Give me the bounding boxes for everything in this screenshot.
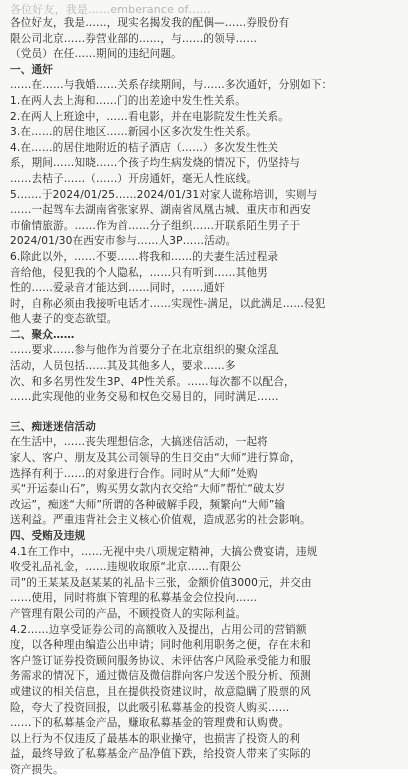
intro-line: 各位好友，我是……，现实名揭发我的配偶—……券股份有 — [10, 17, 290, 29]
intro — [10, 16, 402, 63]
paragraph-4-line: 务需求的情况下，通过微信及微信群向客户发送个股分析、预测 — [10, 670, 311, 683]
intro-line: 限公司北京……券营业部的……，与……的领导…… — [10, 32, 258, 45]
paragraph-3-line: 选择有利于……的对象进行合作。同时从“大师”处购 — [10, 467, 258, 480]
paragraph-1-line: 市偷情旅游。……作为首……分子组织……开联系陌生男子于 — [10, 219, 301, 232]
paragraph-4-line: 或建议的相关信息，且在提供投资建议时，故意隐瞒了股票的风 — [10, 685, 311, 698]
top-caption: 各位好友，我是……emberance of…… — [10, 3, 211, 16]
paragraph-1-line: ……去桔子……（……）开房通奸，毫无人性底线。 — [10, 172, 258, 185]
paragraph-3-line: 买“开运泰山石”，购买男女款内衣交给“大师”帮忙“破太岁 — [10, 483, 286, 496]
paragraph-3-line: 改运”，痴迷“大师”所谓的各种破解手段，频繁向“大师”输 — [10, 498, 286, 511]
paragraph-4-line: ……使用，同时将旗下管理的私募基金会位投向…… — [10, 592, 258, 605]
paragraph-1-line: 4.在……的居住地附近的桔子酒店（……）多次发生性关 — [10, 141, 279, 154]
paragraph-4-line: 4.1在工作中，……无视中央八项规定精神，大搞公费宴请，违规 — [10, 545, 318, 558]
paragraph-3-line: 家人、客户、朋友及其公司领导的生日交由“大师”进行算命， — [10, 452, 301, 465]
heading-4: 四、受贿及违规 — [10, 530, 86, 542]
intro-line: （党员）在任……期间的违纪问题。 — [10, 48, 182, 61]
paragraph-4-line: 度，以各种理由编造公出申请；同时他利用职务之便，存在未和 — [10, 639, 311, 652]
paragraph-2-line: ……要求……参与他作为首要分子在北京组织的聚众淫乱 — [10, 344, 279, 357]
paragraph-4-line: 4.2……边享受证券公司的高额收入及提出，占用公司的营销额 — [10, 623, 307, 636]
paragraph-2-line: 次、和多名男性发生3P、4P性关系。……每次都不以配合， — [10, 375, 295, 388]
paragraph-1-line: 音给他，侵犯我的个人隐私，……只有听到……其他男 — [10, 266, 268, 279]
paragraph-1-line: 3.在……的居住地区……新园小区多次发生性关系。 — [10, 126, 257, 139]
paragraph-4-line: 资产损失。 — [10, 763, 64, 776]
paragraph-4-line: 产管理有限公司的产品，不顾投资人的实际利益。 — [10, 607, 247, 620]
paragraph-2-line: ……此实现他的业务交易和权色交易目的，同时满足…… — [10, 391, 279, 404]
document-body — [10, 2, 402, 779]
paragraph-4-line: 益，最终导致了私募基金产品净值下跌，给投资人带来了实际的 — [10, 748, 311, 761]
paragraph-1-line: 性的……爱录音才能达到……同时，……通奸 — [10, 282, 225, 295]
paragraph-4-line: 以上行为不仅违反了最基本的职业操守，也损害了投资人的利 — [10, 732, 301, 745]
paragraph-1-line: ……一起驾车去湖南省张家界、湖南省凤凰古城、重庆市和西安 — [10, 204, 311, 217]
paragraph-2-line: 活动，人员包括……其及其他多人，要求……多 — [10, 360, 236, 373]
paragraph-4-line: 客户签订证券投资顾问服务协议、未评估客户风险承受能力和服 — [10, 654, 311, 667]
paragraph-3-line: 在生活中，……丧失理想信念，大搞迷信活动，一起将 — [10, 436, 268, 449]
section-2 — [10, 420, 402, 779]
paragraph-1-line: ……在……与我婚……关系存续期间，与……多次通奸，分别如下： — [10, 79, 333, 92]
paragraph-1-line: 1.在两人去上海和……门的出差途中发生性关系。 — [10, 94, 247, 107]
paragraph-1-line: 2024/01/30在西安市参与……人3P……活动。 — [10, 235, 237, 248]
paragraph-3 — [10, 435, 402, 529]
paragraph-1 — [10, 78, 402, 328]
paragraph-3-line: 送利益。严重违背社会主义核心价值观，造成恶劣的社会影响。 — [10, 514, 311, 527]
paragraph-4-line: 司”的王某某及赵某某的礼品卡三张，金额价值3000元，并交由 — [10, 576, 312, 589]
paragraph-4-line: 收受礼品礼金，……违规收取原“北京……有限公 — [10, 561, 242, 574]
paragraph-4-line: 险，夸大了投资回报，以此吸引私募基金的投资人购买…… — [10, 701, 290, 714]
heading-1: 一、通奸 — [10, 63, 53, 76]
paragraph-1-line: 他人妻子的变态欲望。 — [10, 313, 118, 326]
paragraph-2 — [10, 343, 402, 405]
paragraph-4-line: ……下的私募基金产品，赚取私募基金的管理费和认购费。 — [10, 717, 290, 730]
paragraph-4 — [10, 545, 402, 779]
heading-2: 二、聚众…… — [10, 328, 75, 341]
paragraph-1-line: 5.……于2024/01/25……2024/01/31对家人谎称培训，实则与 — [10, 188, 318, 201]
paragraph-1-line: 系，期间……知晓……个孩子均生病发烧的情况下，仍坚持与 — [10, 157, 301, 170]
paragraph-1-line: 时，自称必须由我接听电话才……实现性-满足，以此满足……侵犯 — [10, 297, 326, 310]
paragraph-1-line: 6.除此以外，……不要……将我和……的夫妻生活过程录 — [10, 250, 279, 263]
heading-3: 三、痴迷迷信活动 — [10, 420, 96, 433]
paragraph-1-line: 2.在两人上班途中，……看电影，并在电影院发生性关系。 — [10, 110, 289, 123]
